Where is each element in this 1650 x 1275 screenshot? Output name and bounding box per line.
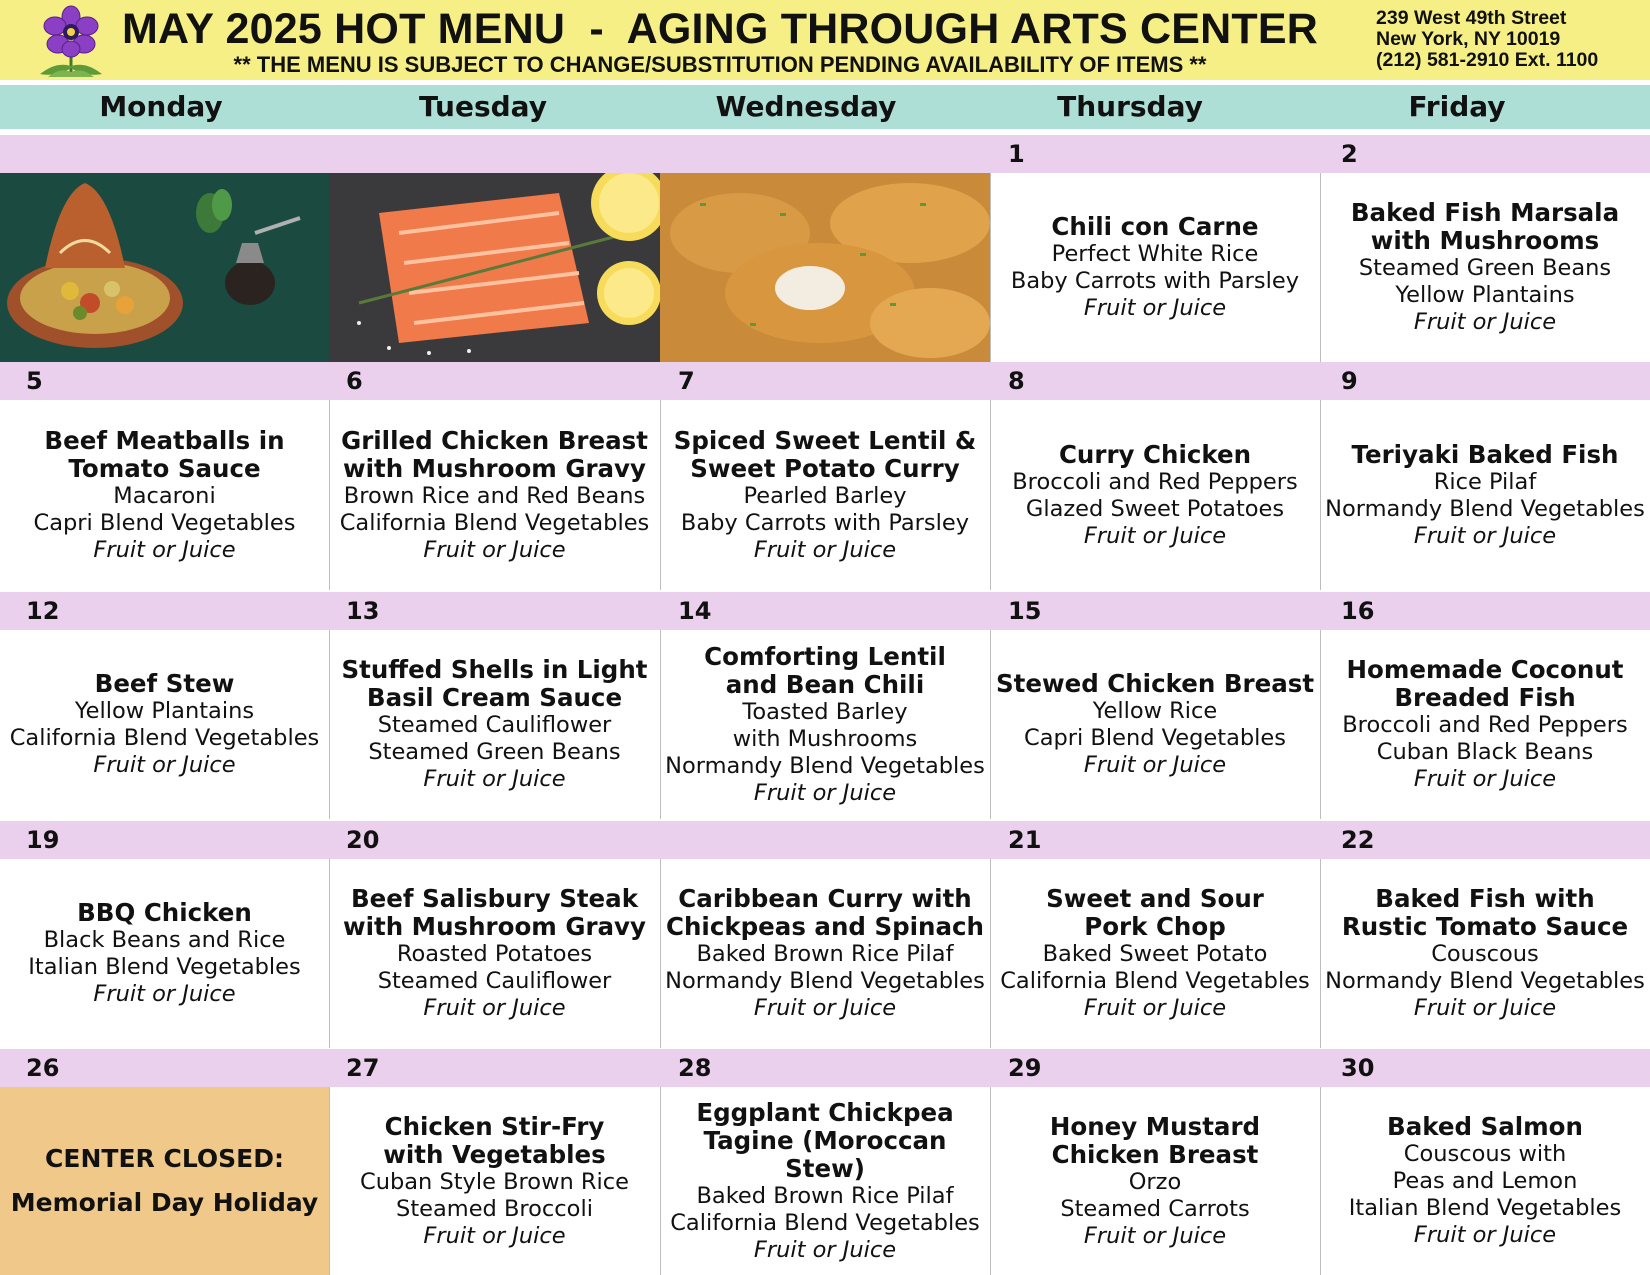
date-band-week-4 (0, 821, 1650, 859)
side-dish: Steamed Broccoli (396, 1195, 593, 1222)
cell-divider (1320, 173, 1321, 362)
main-dish: BBQ Chicken (77, 898, 252, 927)
address-street: 239 West 49th Street (1376, 7, 1567, 29)
side-dish: Cuban Black Beans (1376, 739, 1594, 765)
closed-reason: Memorial Day Holiday (10, 1188, 319, 1217)
date-number: 8 (1008, 367, 1025, 395)
main-dish: Stewed Chicken Breast (995, 669, 1315, 698)
date-band-week-1 (0, 135, 1650, 173)
date-number: 15 (1008, 597, 1042, 625)
main-dish: with Mushroom Gravy (342, 912, 647, 941)
side-dish: with Mushrooms (732, 725, 918, 752)
side-dish: Steamed Cauliflower (377, 712, 612, 738)
side-dish: Italian Blend Vegetables (1348, 1195, 1622, 1221)
menu-cell-friday (1320, 1087, 1650, 1275)
fruit-or-juice: Fruit or Juice (423, 995, 566, 1021)
day-label-thursday: Thursday (1057, 90, 1203, 123)
side-dish: Toasted Barley (742, 698, 908, 725)
fruit-or-juice: Fruit or Juice (753, 536, 897, 563)
date-number: 20 (346, 826, 380, 854)
side-dish: Baby Carrots with Parsley (1010, 268, 1300, 294)
date-number: 13 (346, 597, 380, 625)
cell-divider (329, 630, 330, 819)
fruit-or-juice: Fruit or Juice (93, 536, 236, 563)
fruit-or-juice: Fruit or Juice (753, 995, 897, 1021)
main-dish: Homemade Coconut (1346, 655, 1624, 684)
main-dish: Tagine (Moroccan Stew) (703, 1125, 947, 1183)
main-dish: Beef Salisbury Steak (350, 884, 638, 913)
side-dish: Normandy Blend Vegetables (665, 968, 985, 994)
cell-divider (990, 1087, 991, 1275)
cell-divider (1320, 859, 1321, 1048)
center-address (1376, 8, 1646, 71)
date-number: 27 (346, 1054, 380, 1082)
fruit-or-juice: Fruit or Juice (1083, 1222, 1227, 1249)
side-dish: Rice Pilaf (1433, 468, 1537, 495)
fried-fish-photo (660, 173, 990, 362)
fruit-or-juice: Fruit or Juice (1413, 522, 1557, 549)
side-dish: Steamed Green Beans (1358, 255, 1612, 281)
main-dish: Teriyaki Baked Fish (1351, 439, 1619, 469)
menu-cell-monday (0, 859, 329, 1048)
cell-divider (990, 859, 991, 1048)
date-band-week-2 (0, 362, 1650, 400)
date-number: 14 (678, 597, 712, 625)
main-dish: with Mushrooms (1370, 226, 1600, 255)
side-dish: Steamed Carrots (1060, 1195, 1250, 1222)
date-number: 12 (26, 597, 60, 625)
side-dish: Macaroni (113, 482, 216, 509)
side-dish: California Blend Vegetables (670, 1209, 980, 1236)
menu-cell-monday (0, 400, 329, 590)
side-dish: Baked Brown Rice Pilaf (696, 941, 954, 967)
side-dish: California Blend Vegetables (9, 725, 320, 751)
main-dish: Rustic Tomato Sauce (1341, 912, 1629, 941)
fruit-or-juice: Fruit or Juice (1083, 295, 1227, 321)
main-dish: Breaded Fish (1394, 683, 1576, 712)
side-dish: Broccoli and Red Peppers (1342, 712, 1628, 738)
menu-header (0, 0, 1650, 80)
main-dish: with Mushroom Gravy (342, 453, 647, 483)
day-label-monday: Monday (99, 90, 223, 123)
date-number: 29 (1008, 1054, 1042, 1082)
date-number: 5 (26, 367, 43, 395)
side-dish: Baby Carrots with Parsley (680, 509, 970, 536)
date-number: 26 (26, 1054, 60, 1082)
cell-divider (660, 400, 661, 590)
menu-cell-wednesday (660, 859, 990, 1048)
date-number: 1 (1008, 140, 1025, 168)
main-dish: Beef Stew (94, 669, 235, 698)
main-dish: Spiced Sweet Lentil & (673, 425, 977, 455)
main-dish: Eggplant Chickpea (696, 1097, 954, 1127)
fruit-or-juice: Fruit or Juice (1413, 1222, 1557, 1248)
cell-divider (660, 1087, 661, 1275)
main-dish: Chicken Stir-Fry (384, 1111, 605, 1141)
menu-title: MAY 2025 HOT MENU - AGING THROUGH ARTS CENTER (121, 5, 1318, 53)
fruit-or-juice: Fruit or Juice (423, 766, 566, 792)
main-dish: Sweet Potato Curry (690, 453, 960, 483)
fruit-or-juice: Fruit or Juice (1083, 522, 1227, 549)
side-dish: Black Beans and Rice (43, 927, 286, 953)
purple-flower-icon (34, 4, 108, 78)
main-dish: Chicken Breast (1051, 1139, 1259, 1169)
menu-cell-wednesday (660, 1087, 990, 1275)
fruit-or-juice: Fruit or Juice (1413, 995, 1557, 1021)
menu-cell-thursday (990, 630, 1320, 819)
main-dish: Chili con Carne (1051, 212, 1259, 241)
menu-cell-thursday (990, 859, 1320, 1048)
address-phone: (212) 581-2910 Ext. 1100 (1376, 49, 1599, 71)
side-dish: Couscous (1431, 941, 1539, 967)
side-dish: Orzo (1128, 1168, 1182, 1195)
menu-disclaimer: ** THE MENU IS SUBJECT TO CHANGE/SUBSTITUTION PENDING AVAILABILITY OF ITEMS ** (233, 52, 1207, 77)
cell-divider (1320, 630, 1321, 819)
cell-divider (329, 1087, 330, 1275)
side-dish: Capri Blend Vegetables (33, 509, 296, 536)
menu-cell-friday (1320, 630, 1650, 819)
side-dish: Steamed Green Beans (368, 739, 621, 765)
date-band-week-5 (0, 1049, 1650, 1087)
main-dish: Sweet and Sour (1046, 884, 1264, 913)
main-dish: Baked Salmon (1387, 1112, 1583, 1141)
side-dish: Normandy Blend Vegetables (665, 752, 985, 779)
date-number: 22 (1341, 826, 1375, 854)
side-dish: Peas and Lemon (1392, 1168, 1578, 1194)
side-dish: Steamed Cauliflower (377, 968, 612, 994)
menu-cell-tuesday (329, 1087, 660, 1275)
cell-divider (1320, 400, 1321, 590)
main-dish: Baked Fish with (1375, 884, 1595, 913)
cell-divider (1320, 1087, 1321, 1275)
main-dish: Curry Chicken (1058, 439, 1252, 469)
side-dish: Capri Blend Vegetables (1024, 725, 1286, 751)
side-dish: Glazed Sweet Potatoes (1025, 495, 1285, 522)
fruit-or-juice: Fruit or Juice (753, 779, 897, 806)
side-dish: Perfect White Rice (1051, 241, 1259, 267)
address-city: New York, NY 10019 (1376, 28, 1561, 50)
date-number: 7 (678, 367, 695, 395)
main-dish: Basil Cream Sauce (366, 683, 623, 712)
side-dish: California Blend Vegetables (1000, 968, 1310, 994)
fruit-or-juice: Fruit or Juice (93, 981, 236, 1007)
tagine-dish-photo (0, 173, 329, 362)
main-dish: Tomato Sauce (68, 453, 261, 483)
closed-notice: CENTER CLOSED: (45, 1144, 284, 1173)
cell-divider (990, 173, 991, 362)
weekday-header-row (0, 85, 1650, 129)
side-dish: Yellow Plantains (1395, 282, 1575, 308)
side-dish: Normandy Blend Vegetables (1325, 495, 1645, 522)
center-closed-cell (0, 1087, 329, 1275)
date-number: 28 (678, 1054, 712, 1082)
main-dish: Honey Mustard (1049, 1111, 1261, 1141)
fruit-or-juice: Fruit or Juice (1413, 309, 1557, 335)
fruit-or-juice: Fruit or Juice (1083, 995, 1227, 1021)
side-dish: California Blend Vegetables (339, 509, 650, 536)
fruit-or-juice: Fruit or Juice (423, 536, 566, 563)
fruit-or-juice: Fruit or Juice (1413, 766, 1557, 792)
day-label-tuesday: Tuesday (419, 90, 547, 123)
menu-cell-tuesday (329, 859, 660, 1048)
cell-divider (990, 400, 991, 590)
main-dish: Baked Fish Marsala (1350, 198, 1620, 227)
fruit-or-juice: Fruit or Juice (423, 1222, 566, 1249)
day-label-friday: Friday (1408, 90, 1506, 123)
side-dish: Baked Sweet Potato (1042, 941, 1268, 967)
menu-cell-wednesday (660, 400, 990, 590)
date-number: 6 (346, 367, 363, 395)
main-dish: Stuffed Shells in Light (341, 655, 648, 684)
main-dish: and Bean Chili (725, 669, 925, 699)
menu-cell-wednesday (660, 630, 990, 819)
date-number: 21 (1008, 826, 1042, 854)
date-number: 2 (1341, 140, 1358, 168)
fruit-or-juice: Fruit or Juice (93, 752, 236, 778)
main-dish: Chickpeas and Spinach (666, 912, 984, 941)
menu-cell-monday (0, 630, 329, 819)
menu-cell-tuesday (329, 400, 660, 590)
side-dish: Yellow Plantains (74, 698, 255, 724)
date-number: 30 (1341, 1054, 1375, 1082)
menu-cell-friday (1320, 859, 1650, 1048)
cell-divider (990, 630, 991, 819)
main-dish: Comforting Lentil (704, 641, 946, 671)
date-number: 19 (26, 826, 60, 854)
menu-cell-tuesday (329, 630, 660, 819)
main-dish: Grilled Chicken Breast (341, 425, 648, 455)
side-dish: Normandy Blend Vegetables (1325, 968, 1645, 994)
cell-divider (329, 859, 330, 1048)
menu-cell-thursday (990, 1087, 1320, 1275)
day-label-wednesday: Wednesday (715, 90, 897, 123)
fruit-or-juice: Fruit or Juice (753, 1236, 897, 1263)
cell-divider (329, 400, 330, 590)
menu-cell-thursday (990, 400, 1320, 590)
menu-cell-thursday (990, 173, 1320, 362)
menu-cell-friday (1320, 400, 1650, 590)
side-dish: Broccoli and Red Peppers (1012, 468, 1298, 495)
side-dish: Roasted Potatoes (396, 941, 593, 967)
side-dish: Italian Blend Vegetables (28, 954, 301, 980)
cell-divider (660, 859, 661, 1048)
date-band-week-3 (0, 592, 1650, 630)
date-number: 9 (1341, 367, 1358, 395)
side-dish: Yellow Rice (1092, 698, 1218, 724)
date-number: 16 (1341, 597, 1375, 625)
salmon-fillet-photo (329, 173, 660, 362)
side-dish: Cuban Style Brown Rice (360, 1168, 629, 1195)
side-dish: Baked Brown Rice Pilaf (696, 1182, 954, 1209)
main-dish: with Vegetables (383, 1139, 606, 1169)
side-dish: Pearled Barley (743, 482, 907, 509)
menu-cell-friday (1320, 173, 1650, 362)
main-dish: Beef Meatballs in (44, 425, 285, 455)
side-dish: Brown Rice and Red Beans (343, 482, 646, 509)
cell-divider (660, 630, 661, 819)
fruit-or-juice: Fruit or Juice (1083, 752, 1227, 778)
main-dish: Caribbean Curry with (678, 884, 972, 913)
main-dish: Pork Chop (1084, 912, 1226, 941)
side-dish: Couscous with (1403, 1141, 1567, 1167)
